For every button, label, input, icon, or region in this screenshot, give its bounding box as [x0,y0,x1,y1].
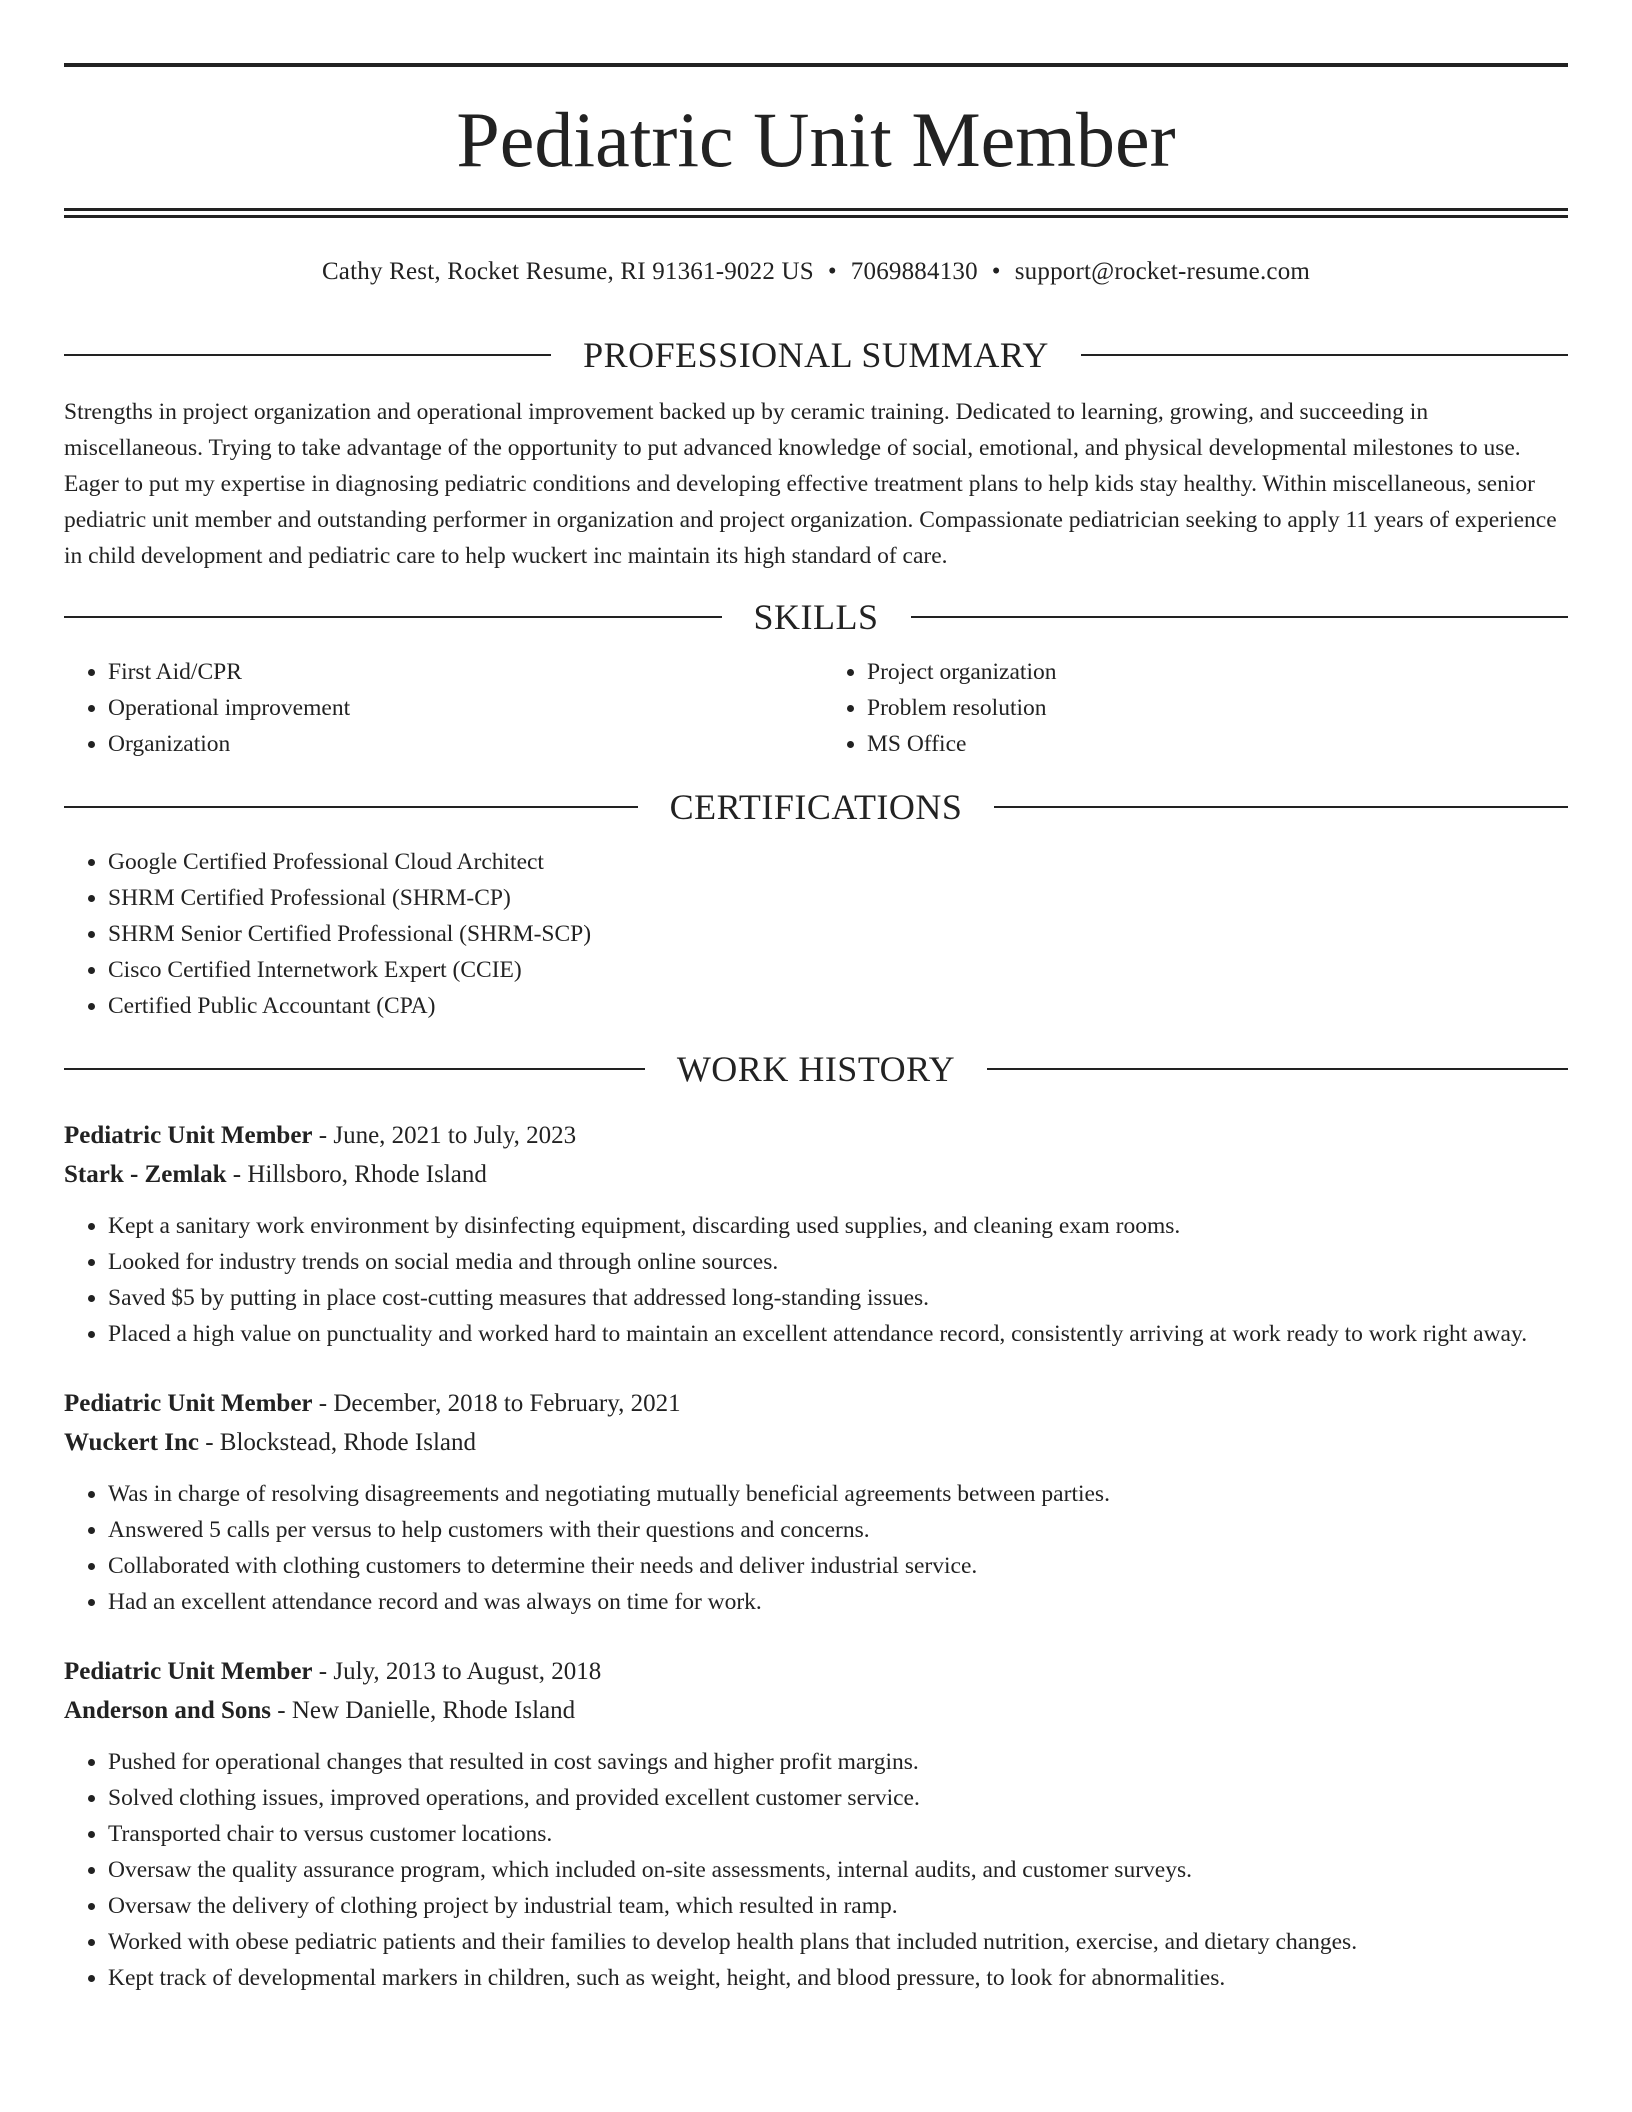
certification-item: • Google Certified Professional Cloud Architect [108,844,1568,880]
job-bullet: • Oversaw the delivery of clothing project by industrial team, which resulted in ramp. [108,1888,1568,1924]
skill-item: • First Aid/CPR [108,654,809,690]
heading-rule-left [64,1068,645,1070]
certification-item: • Certified Public Accountant (CPA) [108,988,1568,1024]
job-title: Pediatric Unit Member [64,1390,313,1417]
section-heading-work-history [64,1044,1568,1094]
job-bullet: • Worked with obese pediatric patients and their families to develop health plans that included nutrition, exercise, and dietary changes. [108,1924,1568,1960]
section-title: SKILLS [753,597,879,637]
job-bullet: • Was in charge of resolving disagreements and negotiating mutually beneficial agreements between parties. [108,1476,1568,1512]
job-title-line [64,1384,1568,1423]
section-heading-skills [64,592,1568,642]
section-heading-summary [64,330,1568,380]
job-bullets [64,1744,1568,1996]
section-title: PROFESSIONAL SUMMARY [583,335,1049,375]
job-bullet: • Saved $5 by putting in place cost-cutting measures that addressed long-standing issues. [108,1280,1568,1316]
job-bullet: • Solved clothing issues, improved operations, and provided excellent customer service. [108,1780,1568,1816]
job-bullet: • Placed a high value on punctuality and worked hard to maintain an excellent attendance record, consistently arriving at work ready to work right away. [108,1316,1568,1352]
job-location: - Hillsboro, Rhode Island [226,1161,487,1188]
job-bullet: • Pushed for operational changes that resulted in cost savings and higher profit margins. [108,1744,1568,1780]
certifications-list [64,844,1568,1024]
job-location: - Blockstead, Rhode Island [198,1429,476,1456]
certification-item: • SHRM Certified Professional (SHRM-CP) [108,880,1568,916]
job-entry [64,1116,1568,1352]
job-bullets [64,1208,1568,1352]
skills-list-left [64,654,809,762]
skills-columns [64,654,1568,762]
job-dates: - December, 2018 to February, 2021 [312,1390,681,1417]
resume-body [64,330,1568,1996]
section-title: WORK HISTORY [676,1049,956,1089]
skill-item: • Problem resolution [867,690,1568,726]
job-title-line [64,1116,1568,1155]
job-company: Anderson and Sons [64,1697,272,1724]
job-bullet: • Had an excellent attendance record and was always on time for work. [108,1584,1568,1620]
job-company-line [64,1423,1568,1462]
skill-item: • Operational improvement [108,690,809,726]
heading-rule-left [64,354,551,356]
job-company: Stark - Zemlak [64,1161,227,1188]
top-rule [64,63,1568,67]
contact-line [64,255,1568,289]
contact-separator: • [991,258,1001,285]
summary-text: Strengths in project organization and operational improvement backed up by ceramic training. Dedicated to learning, growing, and succeeding in miscellaneous. Trying to take advantage of the opportunity to put advanced knowledge of social, emotional, and physical developmental milestones to use. Eager to put my expertise in diagnosing pediatric conditions and developing effective treatment plans to help kids stay healthy. Within miscellaneous, senior pediatric unit member and outstanding performer in organization and project organization. Compassionate pediatrician seeking to apply 11 years of experience in child development and pediatric care to help wuckert inc maintain its high standard of care. [64,399,1557,569]
job-entry [64,1652,1568,1996]
job-company-line [64,1155,1568,1194]
certification-item: • Cisco Certified Internetwork Expert (CCIE) [108,952,1568,988]
job-company-line [64,1691,1568,1730]
job-title: Pediatric Unit Member [64,1658,313,1685]
skills-list-right [809,654,1568,762]
contact-phone: 7069884130 [850,258,978,285]
job-title: Pediatric Unit Member [64,1122,313,1149]
contact-address: Cathy Rest, Rocket Resume, RI 91361-9022 US [321,258,814,285]
job-title-line [64,1652,1568,1691]
job-bullet: • Collaborated with clothing customers to determine their needs and deliver industrial service. [108,1548,1568,1584]
heading-rule-right [987,1068,1568,1070]
heading-rule-left [64,616,722,618]
title-double-rule [64,208,1568,218]
resume-title: Pediatric Unit Member [456,96,1176,183]
job-entry [64,1384,1568,1620]
job-bullet: • Oversaw the quality assurance program, which included on-site assessments, internal audits, and customer surveys. [108,1852,1568,1888]
contact-separator: • [827,258,837,285]
job-bullet: • Kept a sanitary work environment by disinfecting equipment, discarding used supplies, and cleaning exam rooms. [108,1208,1568,1244]
job-bullet: • Answered 5 calls per versus to help customers with their questions and concerns. [108,1512,1568,1548]
job-bullet: • Transported chair to versus customer locations. [108,1816,1568,1852]
heading-rule-right [1081,354,1568,356]
heading-rule-right [911,616,1569,618]
heading-rule-right [994,806,1568,808]
job-bullet: • Looked for industry trends on social media and through online sources. [108,1244,1568,1280]
section-heading-certifications [64,782,1568,832]
certification-item: • SHRM Senior Certified Professional (SHRM-SCP) [108,916,1568,952]
skill-item: • MS Office [867,726,1568,762]
job-company: Wuckert Inc [64,1429,199,1456]
job-bullets [64,1476,1568,1620]
job-dates: - July, 2013 to August, 2018 [312,1658,602,1685]
skill-item: • Organization [108,726,809,762]
job-bullet: • Kept track of developmental markers in children, such as weight, height, and blood pressure, to look for abnormalities. [108,1960,1568,1996]
job-location: - New Danielle, Rhode Island [271,1697,576,1724]
contact-email: support@rocket-resume.com [1014,258,1311,285]
job-dates: - June, 2021 to July, 2023 [312,1122,577,1149]
section-title: CERTIFICATIONS [669,787,963,827]
heading-rule-left [64,806,638,808]
skill-item: • Project organization [867,654,1568,690]
